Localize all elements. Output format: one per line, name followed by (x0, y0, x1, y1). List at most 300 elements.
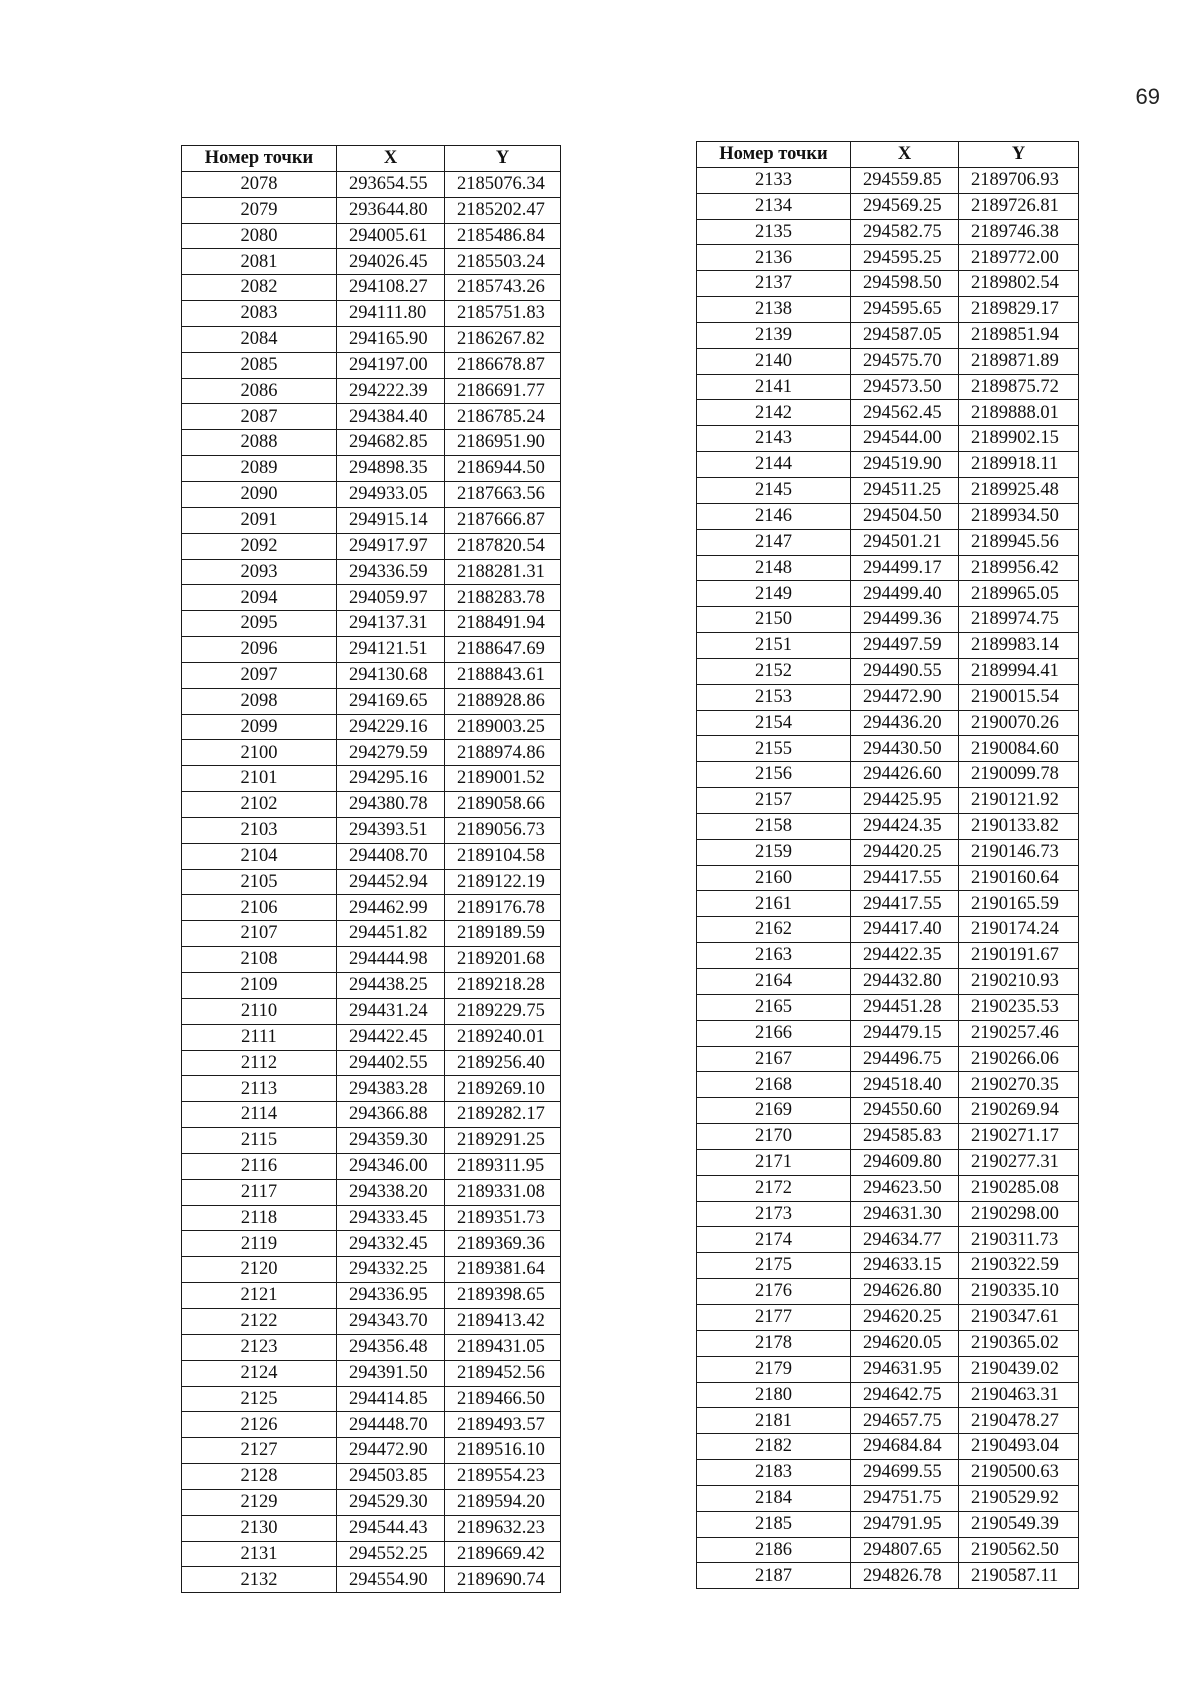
y-coordinate-cell: 2190191.67 (959, 943, 1079, 969)
x-coordinate-cell: 294501.21 (851, 529, 959, 555)
table-row (182, 533, 561, 559)
y-coordinate-cell: 2189965.05 (959, 581, 1079, 607)
y-coordinate-cell: 2187663.56 (445, 481, 561, 507)
y-coordinate-cell: 2188974.86 (445, 740, 561, 766)
y-coordinate-cell: 2188491.94 (445, 611, 561, 637)
header-point-number: Номер точки (182, 146, 337, 172)
table-row (182, 171, 561, 197)
y-coordinate-cell: 2189001.52 (445, 766, 561, 792)
x-coordinate-cell: 294511.25 (851, 477, 959, 503)
table-row (182, 998, 561, 1024)
y-coordinate-cell: 2190478.27 (959, 1408, 1079, 1434)
x-coordinate-cell: 294408.70 (337, 843, 445, 869)
table-row (697, 1227, 1079, 1253)
point-number-cell: 2142 (697, 400, 851, 426)
point-number-cell: 2090 (182, 481, 337, 507)
y-coordinate-cell: 2188283.78 (445, 585, 561, 611)
table-row (182, 921, 561, 947)
x-coordinate-cell: 294898.35 (337, 456, 445, 482)
y-coordinate-cell: 2186944.50 (445, 456, 561, 482)
point-number-cell: 2116 (182, 1153, 337, 1179)
x-coordinate-cell: 294430.50 (851, 736, 959, 762)
table-body (182, 171, 561, 1592)
table-row (697, 1175, 1079, 1201)
point-number-cell: 2163 (697, 943, 851, 969)
table-row (182, 1464, 561, 1490)
point-number-cell: 2134 (697, 193, 851, 219)
x-coordinate-cell: 294359.30 (337, 1128, 445, 1154)
x-coordinate-cell: 294609.80 (851, 1149, 959, 1175)
point-number-cell: 2126 (182, 1412, 337, 1438)
header-y: Y (959, 142, 1079, 168)
table-row (182, 740, 561, 766)
x-coordinate-cell: 294620.05 (851, 1330, 959, 1356)
table-row (697, 943, 1079, 969)
y-coordinate-cell: 2190015.54 (959, 684, 1079, 710)
y-coordinate-cell: 2189994.41 (959, 658, 1079, 684)
y-coordinate-cell: 2185202.47 (445, 197, 561, 223)
point-number-cell: 2124 (182, 1360, 337, 1386)
y-coordinate-cell: 2190266.06 (959, 1046, 1079, 1072)
point-number-cell: 2168 (697, 1072, 851, 1098)
x-coordinate-cell: 294229.16 (337, 714, 445, 740)
table-row (697, 374, 1079, 400)
table-row (697, 736, 1079, 762)
x-coordinate-cell: 294544.43 (337, 1515, 445, 1541)
point-number-cell: 2102 (182, 792, 337, 818)
point-number-cell: 2179 (697, 1356, 851, 1382)
y-coordinate-cell: 2189218.28 (445, 973, 561, 999)
x-coordinate-cell: 294426.60 (851, 762, 959, 788)
point-number-cell: 2172 (697, 1175, 851, 1201)
point-number-cell: 2127 (182, 1438, 337, 1464)
y-coordinate-cell: 2190257.46 (959, 1020, 1079, 1046)
x-coordinate-cell: 294518.40 (851, 1072, 959, 1098)
point-number-cell: 2141 (697, 374, 851, 400)
table-row (182, 714, 561, 740)
point-number-cell: 2156 (697, 762, 851, 788)
point-number-cell: 2185 (697, 1511, 851, 1537)
point-number-cell: 2186 (697, 1537, 851, 1563)
table-row (697, 762, 1079, 788)
table-row (182, 869, 561, 895)
table-row (697, 1020, 1079, 1046)
point-number-cell: 2088 (182, 430, 337, 456)
x-coordinate-cell: 294496.75 (851, 1046, 959, 1072)
point-number-cell: 2162 (697, 917, 851, 943)
y-coordinate-cell: 2189229.75 (445, 998, 561, 1024)
y-coordinate-cell: 2190347.61 (959, 1304, 1079, 1330)
table-row (697, 684, 1079, 710)
y-coordinate-cell: 2185751.83 (445, 301, 561, 327)
y-coordinate-cell: 2190493.04 (959, 1434, 1079, 1460)
header-x: X (337, 146, 445, 172)
point-number-cell: 2170 (697, 1124, 851, 1150)
point-number-cell: 2083 (182, 301, 337, 327)
table-row (182, 301, 561, 327)
x-coordinate-cell: 294279.59 (337, 740, 445, 766)
point-number-cell: 2132 (182, 1567, 337, 1593)
x-coordinate-cell: 294108.27 (337, 275, 445, 301)
table-row (182, 1515, 561, 1541)
point-number-cell: 2158 (697, 813, 851, 839)
table-row (697, 348, 1079, 374)
table-row (182, 662, 561, 688)
y-coordinate-cell: 2190084.60 (959, 736, 1079, 762)
table-row (182, 1257, 561, 1283)
x-coordinate-cell: 294807.65 (851, 1537, 959, 1563)
x-coordinate-cell: 294444.98 (337, 947, 445, 973)
point-number-cell: 2153 (697, 684, 851, 710)
y-coordinate-cell: 2189282.17 (445, 1102, 561, 1128)
point-number-cell: 2148 (697, 555, 851, 581)
x-coordinate-cell: 294336.95 (337, 1283, 445, 1309)
x-coordinate-cell: 294552.25 (337, 1541, 445, 1567)
y-coordinate-cell: 2189669.42 (445, 1541, 561, 1567)
table-row (697, 1330, 1079, 1356)
point-number-cell: 2177 (697, 1304, 851, 1330)
x-coordinate-cell: 294165.90 (337, 326, 445, 352)
x-coordinate-cell: 294436.20 (851, 710, 959, 736)
y-coordinate-cell: 2189829.17 (959, 297, 1079, 323)
table-row (182, 1360, 561, 1386)
point-number-cell: 2099 (182, 714, 337, 740)
table-row (182, 843, 561, 869)
table-row (697, 400, 1079, 426)
x-coordinate-cell: 294550.60 (851, 1098, 959, 1124)
y-coordinate-cell: 2190271.17 (959, 1124, 1079, 1150)
x-coordinate-cell: 294499.17 (851, 555, 959, 581)
x-coordinate-cell: 294197.00 (337, 352, 445, 378)
x-coordinate-cell: 294346.00 (337, 1153, 445, 1179)
point-number-cell: 2164 (697, 969, 851, 995)
point-number-cell: 2086 (182, 378, 337, 404)
point-number-cell: 2115 (182, 1128, 337, 1154)
y-coordinate-cell: 2190270.35 (959, 1072, 1079, 1098)
x-coordinate-cell: 294915.14 (337, 507, 445, 533)
header-x: X (851, 142, 959, 168)
table-row (697, 1279, 1079, 1305)
page-number: 69 (1135, 84, 1160, 109)
point-number-cell: 2135 (697, 219, 851, 245)
x-coordinate-cell: 294699.55 (851, 1460, 959, 1486)
x-coordinate-cell: 294595.65 (851, 297, 959, 323)
table-row (182, 456, 561, 482)
y-coordinate-cell: 2190133.82 (959, 813, 1079, 839)
y-coordinate-cell: 2189311.95 (445, 1153, 561, 1179)
point-number-cell: 2110 (182, 998, 337, 1024)
y-coordinate-cell: 2189772.00 (959, 245, 1079, 271)
table-row (182, 1438, 561, 1464)
x-coordinate-cell: 294682.85 (337, 430, 445, 456)
x-coordinate-cell: 294333.45 (337, 1205, 445, 1231)
x-coordinate-cell: 294431.24 (337, 998, 445, 1024)
y-coordinate-cell: 2189431.05 (445, 1334, 561, 1360)
point-number-cell: 2136 (697, 245, 851, 271)
y-coordinate-cell: 2190165.59 (959, 891, 1079, 917)
y-coordinate-cell: 2189331.08 (445, 1179, 561, 1205)
point-number-cell: 2143 (697, 426, 851, 452)
table-row (182, 637, 561, 663)
x-coordinate-cell: 294684.84 (851, 1434, 959, 1460)
table-row (697, 219, 1079, 245)
x-coordinate-cell: 294338.20 (337, 1179, 445, 1205)
table-row (182, 1179, 561, 1205)
x-coordinate-cell: 294631.30 (851, 1201, 959, 1227)
table-row (697, 1356, 1079, 1382)
x-coordinate-cell: 294554.90 (337, 1567, 445, 1593)
y-coordinate-cell: 2189189.59 (445, 921, 561, 947)
table-row (182, 792, 561, 818)
table-row (182, 197, 561, 223)
x-coordinate-cell: 294544.00 (851, 426, 959, 452)
y-coordinate-cell: 2189240.01 (445, 1024, 561, 1050)
table-row (182, 378, 561, 404)
point-number-cell: 2093 (182, 559, 337, 585)
y-coordinate-cell: 2189851.94 (959, 322, 1079, 348)
table-row (697, 426, 1079, 452)
y-coordinate-cell: 2189974.75 (959, 607, 1079, 633)
y-coordinate-cell: 2190070.26 (959, 710, 1079, 736)
point-number-cell: 2085 (182, 352, 337, 378)
x-coordinate-cell: 294380.78 (337, 792, 445, 818)
x-coordinate-cell: 294633.15 (851, 1253, 959, 1279)
point-number-cell: 2175 (697, 1253, 851, 1279)
point-number-cell: 2130 (182, 1515, 337, 1541)
table-row (182, 973, 561, 999)
point-number-cell: 2095 (182, 611, 337, 637)
x-coordinate-cell: 294519.90 (851, 452, 959, 478)
y-coordinate-cell: 2190549.39 (959, 1511, 1079, 1537)
y-coordinate-cell: 2189594.20 (445, 1489, 561, 1515)
y-coordinate-cell: 2190277.31 (959, 1149, 1079, 1175)
table-row (182, 1541, 561, 1567)
point-number-cell: 2106 (182, 895, 337, 921)
x-coordinate-cell: 294448.70 (337, 1412, 445, 1438)
x-coordinate-cell: 294499.40 (851, 581, 959, 607)
table-row (697, 969, 1079, 995)
point-number-cell: 2154 (697, 710, 851, 736)
y-coordinate-cell: 2190269.94 (959, 1098, 1079, 1124)
x-coordinate-cell: 294332.25 (337, 1257, 445, 1283)
y-coordinate-cell: 2189902.15 (959, 426, 1079, 452)
y-coordinate-cell: 2188281.31 (445, 559, 561, 585)
table-row (697, 788, 1079, 814)
table-row (182, 585, 561, 611)
x-coordinate-cell: 293644.80 (337, 197, 445, 223)
x-coordinate-cell: 294598.50 (851, 271, 959, 297)
y-coordinate-cell: 2185486.84 (445, 223, 561, 249)
table-row (182, 352, 561, 378)
table-row (182, 1102, 561, 1128)
x-coordinate-cell: 294356.48 (337, 1334, 445, 1360)
x-coordinate-cell: 294562.45 (851, 400, 959, 426)
point-number-cell: 2166 (697, 1020, 851, 1046)
x-coordinate-cell: 294631.95 (851, 1356, 959, 1382)
x-coordinate-cell: 294026.45 (337, 249, 445, 275)
x-coordinate-cell: 294559.85 (851, 167, 959, 193)
y-coordinate-cell: 2189493.57 (445, 1412, 561, 1438)
table-row (697, 503, 1079, 529)
y-coordinate-cell: 2190160.64 (959, 865, 1079, 891)
y-coordinate-cell: 2186951.90 (445, 430, 561, 456)
table-row (697, 245, 1079, 271)
table-row (182, 1153, 561, 1179)
point-number-cell: 2146 (697, 503, 851, 529)
table-row (697, 658, 1079, 684)
y-coordinate-cell: 2189554.23 (445, 1464, 561, 1490)
point-number-cell: 2098 (182, 688, 337, 714)
y-coordinate-cell: 2189381.64 (445, 1257, 561, 1283)
table-row (182, 1283, 561, 1309)
table-row (182, 1050, 561, 1076)
y-coordinate-cell: 2189925.48 (959, 477, 1079, 503)
x-coordinate-cell: 294503.85 (337, 1464, 445, 1490)
point-number-cell: 2119 (182, 1231, 337, 1257)
table-row (697, 1253, 1079, 1279)
table-row (182, 1308, 561, 1334)
point-number-cell: 2152 (697, 658, 851, 684)
point-number-cell: 2145 (697, 477, 851, 503)
x-coordinate-cell: 294005.61 (337, 223, 445, 249)
table-row (697, 1149, 1079, 1175)
x-coordinate-cell: 294391.50 (337, 1360, 445, 1386)
x-coordinate-cell: 294472.90 (851, 684, 959, 710)
x-coordinate-cell: 294393.51 (337, 817, 445, 843)
point-number-cell: 2181 (697, 1408, 851, 1434)
y-coordinate-cell: 2190146.73 (959, 839, 1079, 865)
point-number-cell: 2125 (182, 1386, 337, 1412)
point-number-cell: 2182 (697, 1434, 851, 1460)
point-number-cell: 2108 (182, 947, 337, 973)
y-coordinate-cell: 2189201.68 (445, 947, 561, 973)
x-coordinate-cell: 294451.28 (851, 994, 959, 1020)
x-coordinate-cell: 294336.59 (337, 559, 445, 585)
y-coordinate-cell: 2190210.93 (959, 969, 1079, 995)
table-row (697, 865, 1079, 891)
table-row (697, 452, 1079, 478)
y-coordinate-cell: 2189466.50 (445, 1386, 561, 1412)
table-row (697, 555, 1079, 581)
point-number-cell: 2167 (697, 1046, 851, 1072)
x-coordinate-cell: 294452.94 (337, 869, 445, 895)
point-number-cell: 2159 (697, 839, 851, 865)
x-coordinate-cell: 294642.75 (851, 1382, 959, 1408)
y-coordinate-cell: 2190587.11 (959, 1563, 1079, 1589)
y-coordinate-cell: 2190562.50 (959, 1537, 1079, 1563)
table-row (182, 404, 561, 430)
y-coordinate-cell: 2185743.26 (445, 275, 561, 301)
x-coordinate-cell: 294657.75 (851, 1408, 959, 1434)
table-row (697, 1408, 1079, 1434)
x-coordinate-cell: 294383.28 (337, 1076, 445, 1102)
point-number-cell: 2139 (697, 322, 851, 348)
point-number-cell: 2184 (697, 1485, 851, 1511)
point-number-cell: 2165 (697, 994, 851, 1020)
table-row (697, 297, 1079, 323)
point-number-cell: 2160 (697, 865, 851, 891)
table-row (182, 611, 561, 637)
y-coordinate-cell: 2189726.81 (959, 193, 1079, 219)
y-coordinate-cell: 2190529.92 (959, 1485, 1079, 1511)
y-coordinate-cell: 2189369.36 (445, 1231, 561, 1257)
x-coordinate-cell: 294432.80 (851, 969, 959, 995)
point-number-cell: 2171 (697, 1149, 851, 1175)
point-number-cell: 2138 (697, 297, 851, 323)
table-row (697, 994, 1079, 1020)
point-number-cell: 2118 (182, 1205, 337, 1231)
y-coordinate-cell: 2187820.54 (445, 533, 561, 559)
y-coordinate-cell: 2189875.72 (959, 374, 1079, 400)
table-row (697, 271, 1079, 297)
point-number-cell: 2109 (182, 973, 337, 999)
point-number-cell: 2078 (182, 171, 337, 197)
x-coordinate-cell: 294169.65 (337, 688, 445, 714)
x-coordinate-cell: 294826.78 (851, 1563, 959, 1589)
point-number-cell: 2133 (697, 167, 851, 193)
y-coordinate-cell: 2190121.92 (959, 788, 1079, 814)
y-coordinate-cell: 2190174.24 (959, 917, 1079, 943)
y-coordinate-cell: 2189956.42 (959, 555, 1079, 581)
x-coordinate-cell: 294791.95 (851, 1511, 959, 1537)
x-coordinate-cell: 294422.45 (337, 1024, 445, 1050)
x-coordinate-cell: 294595.25 (851, 245, 959, 271)
y-coordinate-cell: 2189104.58 (445, 843, 561, 869)
point-number-cell: 2080 (182, 223, 337, 249)
table-row (182, 1334, 561, 1360)
table-row (697, 581, 1079, 607)
table-row (697, 1046, 1079, 1072)
y-coordinate-cell: 2190500.63 (959, 1460, 1079, 1486)
point-number-cell: 2101 (182, 766, 337, 792)
table-row (182, 1024, 561, 1050)
y-coordinate-cell: 2186785.24 (445, 404, 561, 430)
header-point-number: Номер точки (697, 142, 851, 168)
y-coordinate-cell: 2189934.50 (959, 503, 1079, 529)
y-coordinate-cell: 2189871.89 (959, 348, 1079, 374)
table-header-row (182, 146, 561, 172)
table-row (182, 1567, 561, 1593)
point-number-cell: 2173 (697, 1201, 851, 1227)
point-number-cell: 2089 (182, 456, 337, 482)
y-coordinate-cell: 2185503.24 (445, 249, 561, 275)
y-coordinate-cell: 2189888.01 (959, 400, 1079, 426)
point-number-cell: 2151 (697, 633, 851, 659)
point-number-cell: 2155 (697, 736, 851, 762)
y-coordinate-cell: 2190439.02 (959, 1356, 1079, 1382)
point-number-cell: 2161 (697, 891, 851, 917)
y-coordinate-cell: 2190235.53 (959, 994, 1079, 1020)
y-coordinate-cell: 2189058.66 (445, 792, 561, 818)
point-number-cell: 2094 (182, 585, 337, 611)
y-coordinate-cell: 2189918.11 (959, 452, 1079, 478)
x-coordinate-cell: 294497.59 (851, 633, 959, 659)
table-row (182, 1412, 561, 1438)
y-coordinate-cell: 2189983.14 (959, 633, 1079, 659)
table-row (182, 1076, 561, 1102)
x-coordinate-cell: 294422.35 (851, 943, 959, 969)
point-number-cell: 2087 (182, 404, 337, 430)
point-number-cell: 2104 (182, 843, 337, 869)
point-number-cell: 2123 (182, 1334, 337, 1360)
point-number-cell: 2183 (697, 1460, 851, 1486)
table-row (182, 559, 561, 585)
point-number-cell: 2081 (182, 249, 337, 275)
point-number-cell: 2187 (697, 1563, 851, 1589)
table-header-row (697, 142, 1079, 168)
x-coordinate-cell: 294420.25 (851, 839, 959, 865)
x-coordinate-cell: 294137.31 (337, 611, 445, 637)
